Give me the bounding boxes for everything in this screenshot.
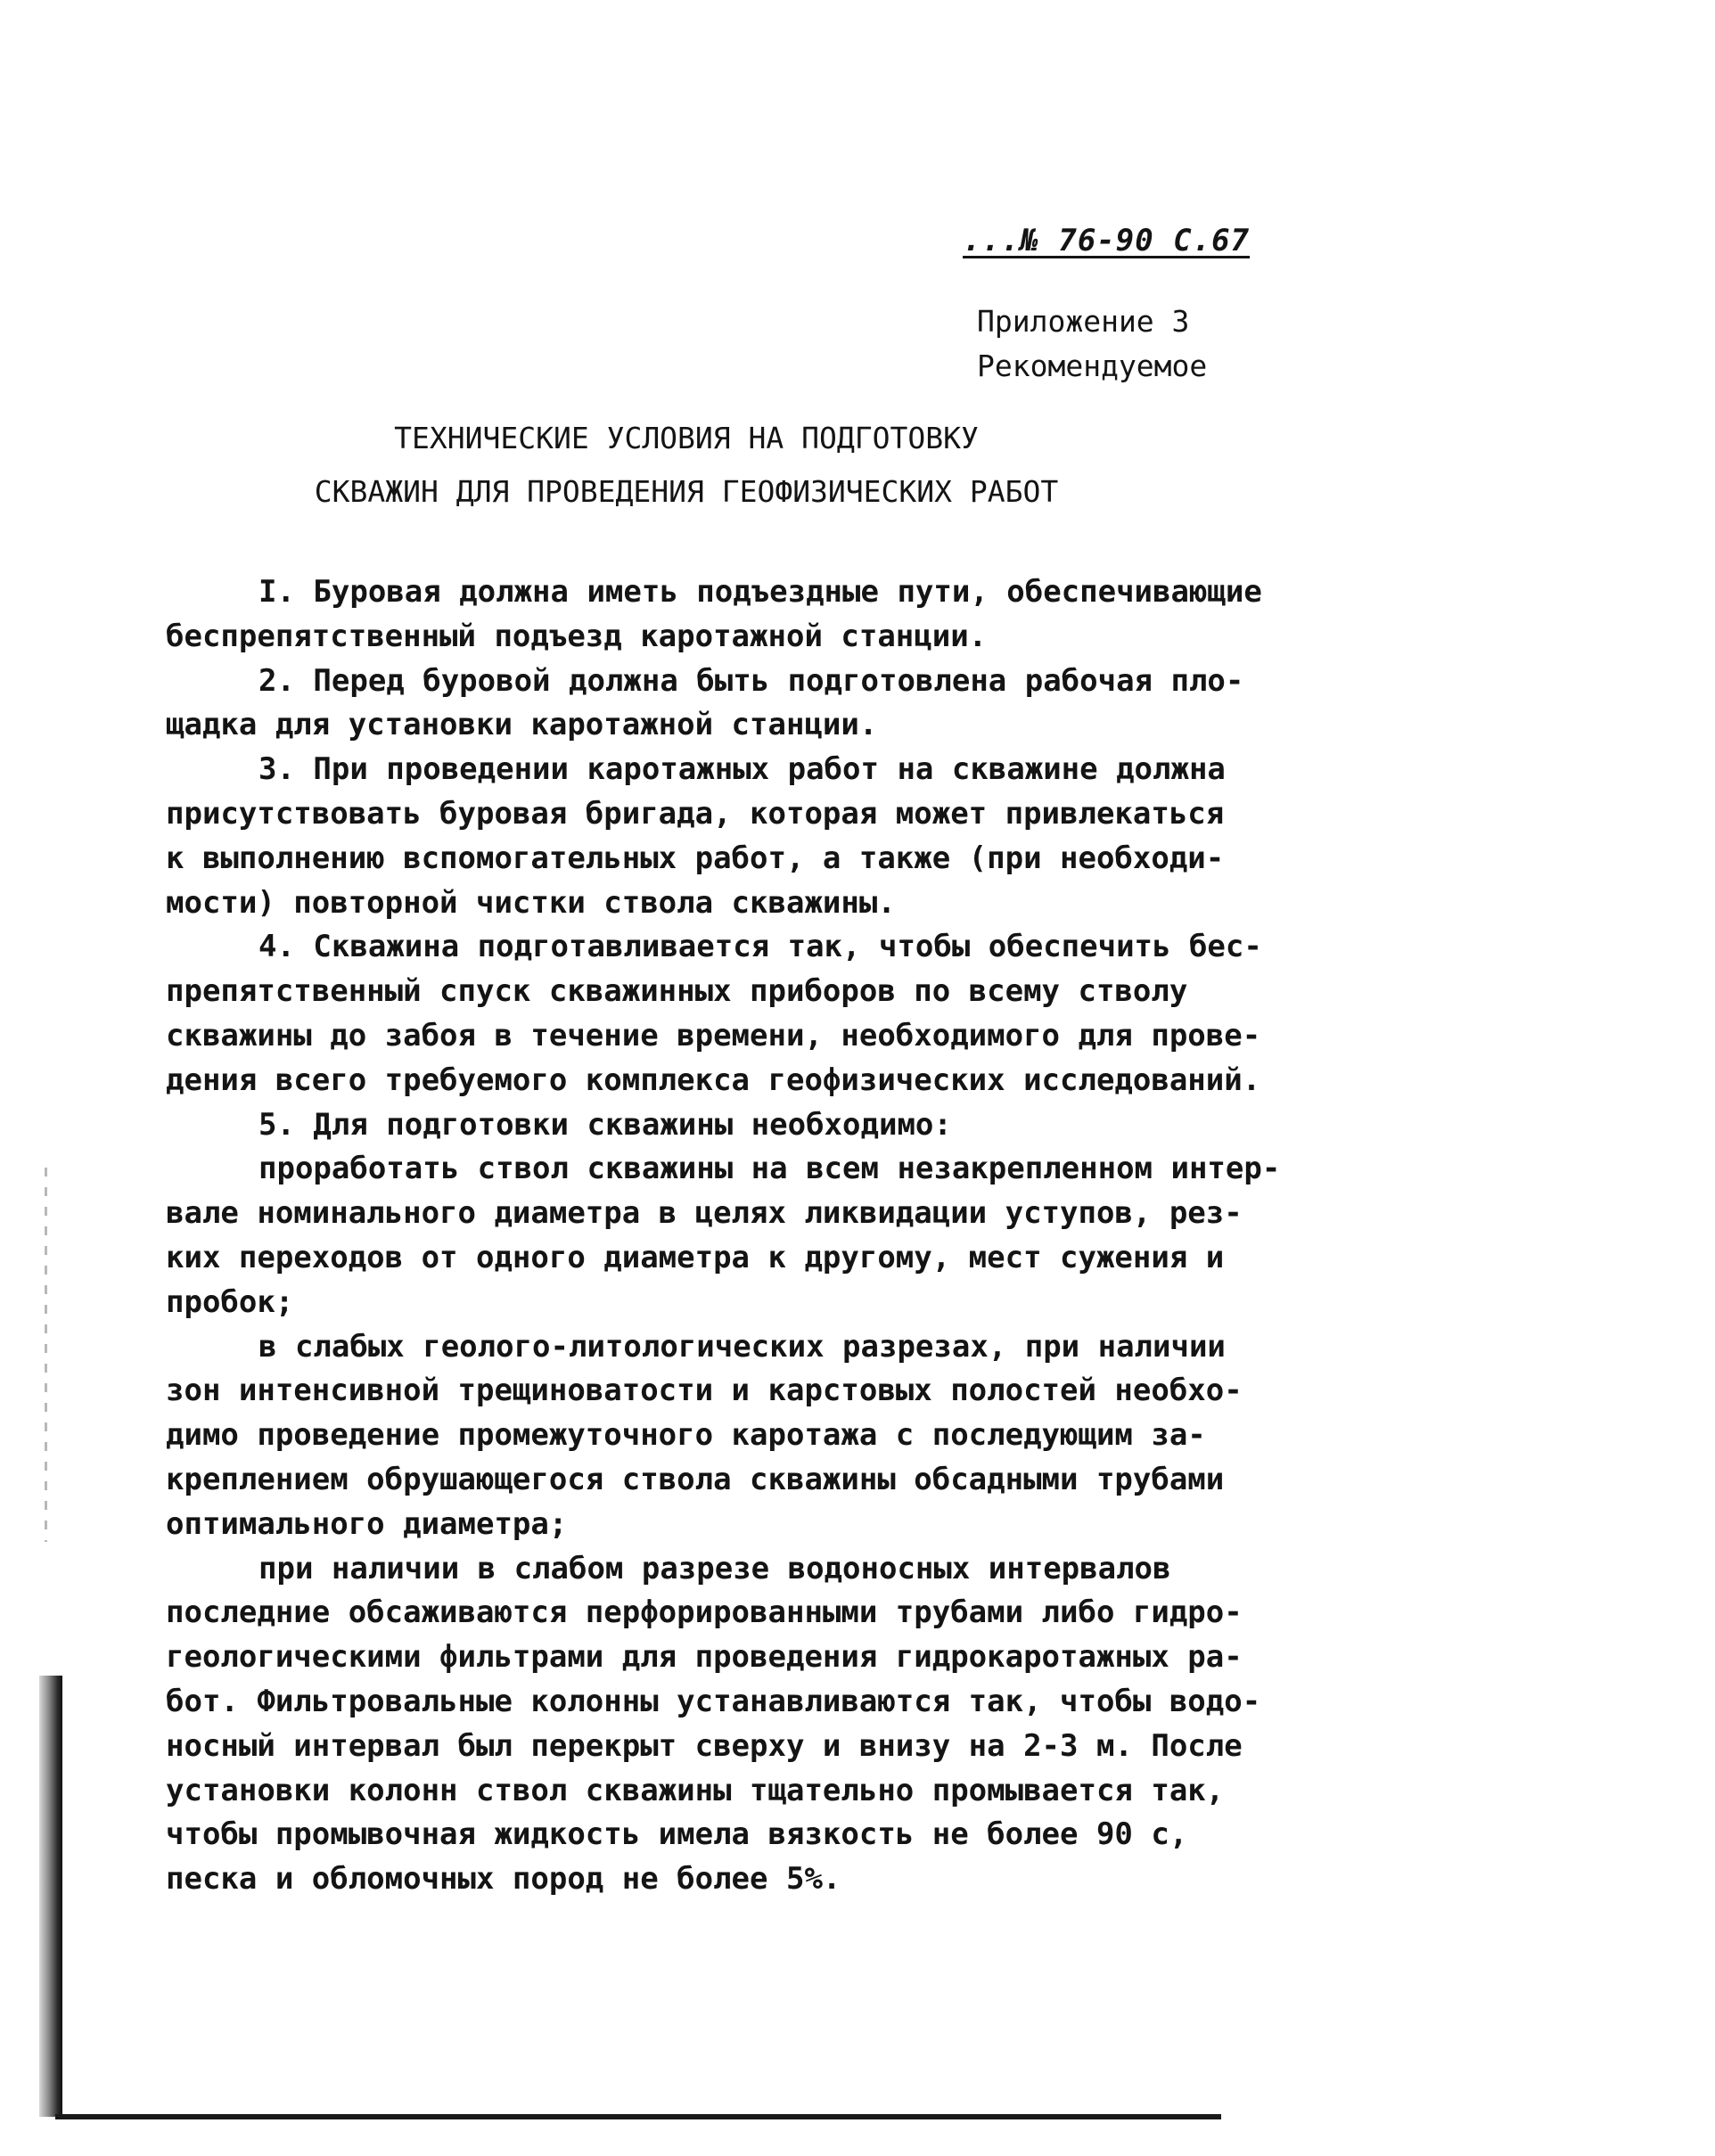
document-title xyxy=(178,412,1194,519)
text-line: I. Буровая должна иметь подъездные пути, обеспечивающие xyxy=(258,574,1262,610)
text-line: в слабых геолого-литологических разрезах, при наличии xyxy=(258,1328,1226,1365)
text-line: 5. Для подготовки скважины необходимо: xyxy=(258,1106,952,1143)
text-line: димо проведение промежуточного каротажа с последующим за- xyxy=(166,1417,1206,1454)
text-line: установки колонн ствол скважины тщательно промывается так, xyxy=(166,1772,1225,1808)
document-reference: ...№ 76-90 С.67 xyxy=(963,223,1251,258)
paragraph-8 xyxy=(166,1547,1289,1902)
title-line: ТЕХНИЧЕСКИЕ УСЛОВИЯ НА ПОДГОТОВКУ xyxy=(394,421,979,455)
appendix-label xyxy=(977,299,1207,389)
text-line: 2. Перед буровой должна быть подготовлена рабочая пло- xyxy=(258,662,1244,699)
text-line: к выполнению вспомогательных работ, а также (при необходи- xyxy=(166,840,1225,876)
text-line: дения всего требуемого комплекса геофизических исследований. xyxy=(166,1062,1261,1098)
paragraph-6 xyxy=(166,1147,1289,1324)
text-line: носный интервал был перекрыт сверху и внизу на 2-3 м. После xyxy=(166,1727,1243,1764)
text-line: скважины до забоя в течение времени, необходимого для прове- xyxy=(166,1017,1261,1053)
text-line: проработать ствол скважины на всем незакрепленном интер- xyxy=(258,1151,1281,1187)
text-line: беспрепятственный подъезд каротажной станции. xyxy=(166,618,988,654)
paragraph-1 xyxy=(166,570,1289,660)
appendix-number: Приложение 3 xyxy=(977,304,1190,339)
text-line: 4. Скважина подготавливается так, чтобы обеспечить бес- xyxy=(258,929,1262,965)
text-line: чтобы промывочная жидкость имела вязкость не более 90 с, xyxy=(166,1816,1188,1853)
text-line: ких переходов от одного диаметра к другому, мест сужения и xyxy=(166,1239,1225,1275)
text-line: геологическими фильтрами для проведения гидрокаротажных ра- xyxy=(166,1639,1243,1676)
paragraph-3 xyxy=(166,748,1289,925)
text-line: 3. При проведении каротажных работ на скважине должна xyxy=(258,751,1226,788)
scan-artifact-bottom-line xyxy=(55,2114,1221,2119)
text-line: мости) повторной чистки ствола скважины. xyxy=(166,884,896,921)
text-line: креплением обрушающегося ствола скважины обсадными трубами xyxy=(166,1461,1225,1497)
scan-artifact-edge-shadow xyxy=(39,1676,62,2117)
text-line: оптимального диаметра; xyxy=(166,1505,568,1542)
text-line: вале номинального диаметра в целях ликвидации уступов, рез- xyxy=(166,1195,1243,1232)
text-line: последние обсаживаются перфорированными трубами либо гидро- xyxy=(166,1594,1243,1631)
text-line: препятственный спуск скважинных приборов по всему стволу xyxy=(166,973,1188,1010)
paragraph-2 xyxy=(166,660,1289,749)
scan-artifact-dashes xyxy=(45,1168,47,1542)
text-line: песка и обломочных пород не более 5%. xyxy=(166,1861,841,1898)
title-line: СКВАЖИН ДЛЯ ПРОВЕДЕНИЯ ГЕОФИЗИЧЕСКИХ РАБОТ xyxy=(314,474,1059,509)
paragraph-7 xyxy=(166,1325,1289,1547)
paragraph-5 xyxy=(166,1103,1289,1148)
text-line: пробок; xyxy=(166,1283,294,1320)
text-line: щадка для установки каротажной станции. xyxy=(166,707,878,743)
appendix-status: Рекомендуемое xyxy=(977,348,1208,383)
paragraph-4 xyxy=(166,925,1289,1103)
text-line: присутствовать буровая бригада, которая может привлекаться xyxy=(166,795,1225,832)
text-line: бот. Фильтровальные колонны устанавливаются так, чтобы водо- xyxy=(166,1683,1261,1719)
document-body xyxy=(166,570,1289,1902)
text-line: при наличии в слабом разрезе водоносных интервалов xyxy=(258,1550,1171,1586)
text-line: зон интенсивной трещиноватости и карстовых полостей необхо- xyxy=(166,1373,1243,1409)
